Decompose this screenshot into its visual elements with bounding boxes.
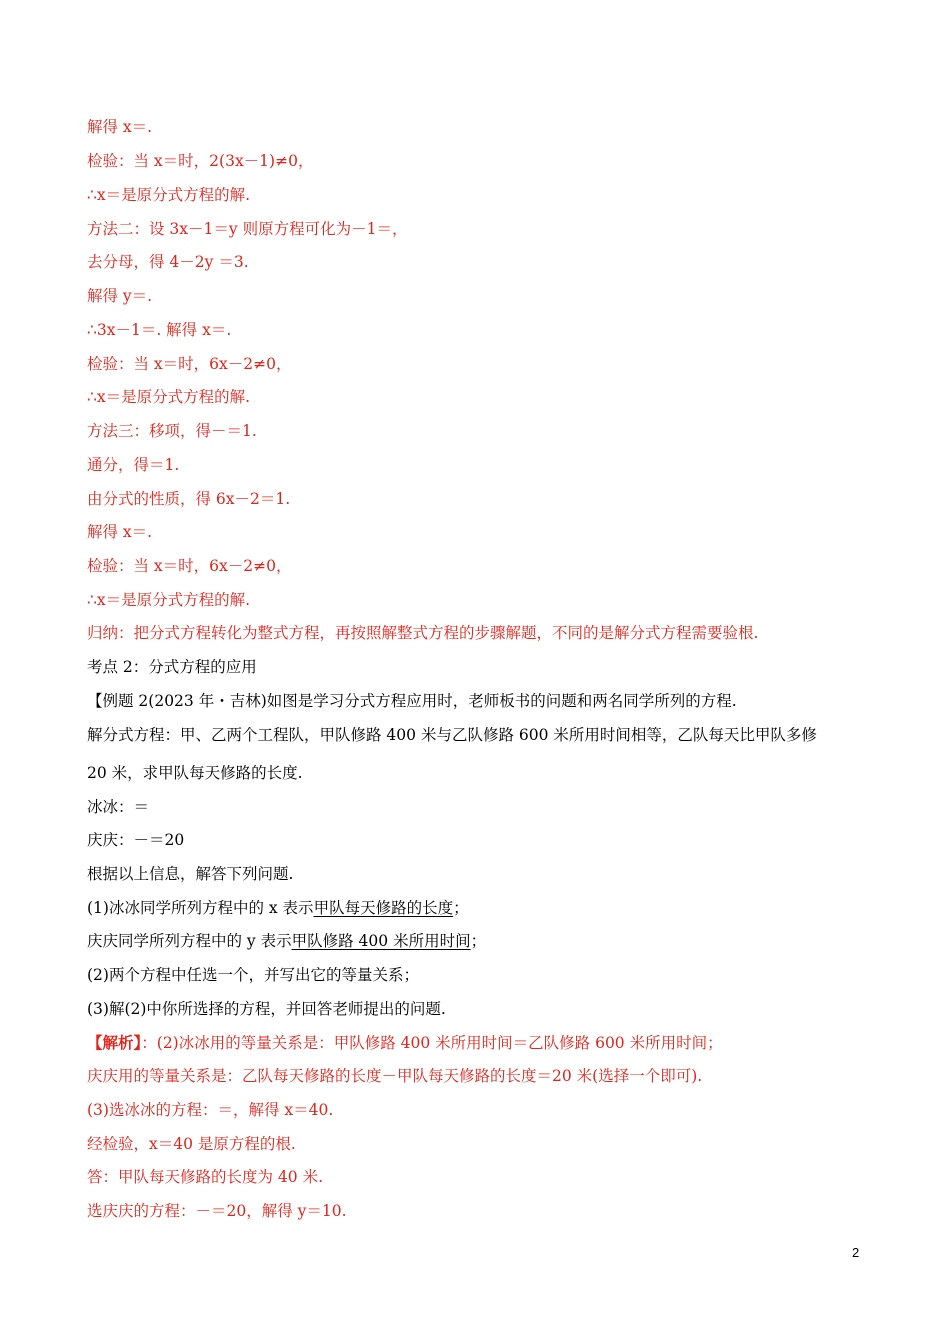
text-segment: 庆庆：－＝20 — [87, 831, 185, 849]
text-segment: (3)解(2)中你所选择的方程，并回答老师提出的问题. — [87, 1000, 446, 1018]
text-line — [87, 1200, 347, 1222]
text-line — [87, 488, 290, 510]
equation-line — [87, 829, 184, 851]
text-line — [87, 454, 179, 476]
text-segment: 解得 x＝. — [87, 118, 153, 136]
analysis-line — [87, 1032, 723, 1054]
text-line — [87, 420, 257, 442]
text-segment: 解分式方程：甲、乙两个工程队，甲队修路 400 米与乙队修路 600 米所用时间相等，乙队每天比甲队多修 — [87, 726, 817, 744]
summary-line — [87, 622, 758, 644]
text-segment: 去分母，得 4－2y ＝3. — [87, 253, 249, 271]
text-line — [87, 319, 231, 341]
text-segment: 由分式的性质，得 6x－2＝1. — [87, 490, 291, 508]
text-line — [87, 353, 291, 375]
text-segment: 检验：当 x＝时，2(3x－1)≠0， — [87, 152, 314, 170]
question-text — [87, 863, 293, 885]
text-segment: 检验：当 x＝时，6x－2≠0， — [87, 557, 292, 575]
text-segment: (3)选冰冰的方程：＝，解得 x＝40. — [87, 1101, 334, 1119]
text-segment: ∴3x－1＝. 解得 x＝. — [87, 321, 232, 339]
text-segment: (2)两个方程中任选一个，并写出它的等量关系； — [87, 966, 419, 984]
text-segment: 庆庆用的等量关系是：乙队每天修路的长度－甲队每天修路的长度＝20 米(选择一个即可). — [87, 1067, 703, 1085]
text-line — [87, 285, 152, 307]
text-line — [87, 386, 250, 408]
analysis-label: 【解析】 — [87, 1033, 142, 1052]
text-segment: 解得 x＝. — [87, 523, 153, 541]
answer-underline: 甲队每天修路的长度 — [313, 899, 454, 917]
text-segment: 选庆庆的方程：－＝20，解得 y＝10. — [87, 1202, 347, 1220]
equation-line — [87, 796, 149, 818]
text-line — [87, 1133, 296, 1155]
text-segment: ：(2)冰冰用的等量关系是：甲队修路 400 米所用时间＝乙队修路 600 米所用时间； — [141, 1034, 723, 1052]
text-line — [87, 150, 313, 172]
text-segment: 冰冰：＝ — [87, 798, 150, 816]
example-title — [87, 690, 737, 712]
text-segment: 归纳：把分式方程转化为整式方程，再按照解整式方程的步骤解题，不同的是解分式方程需要验根. — [87, 624, 759, 642]
section-heading — [87, 656, 257, 678]
text-segment: 解得 y＝. — [87, 287, 153, 305]
question-text — [87, 897, 469, 919]
text-segment: 20 米，求甲队每天修路的长度. — [87, 764, 303, 782]
problem-text — [87, 724, 817, 746]
question-text — [87, 930, 486, 952]
text-segment: 经检验，x＝40 是原方程的根. — [87, 1135, 296, 1153]
text-segment: 方法三：移项，得－＝1. — [87, 422, 257, 440]
page-number: 2 — [852, 1245, 860, 1260]
text-segment: ∴x＝是原分式方程的解. — [87, 388, 251, 406]
text-line — [87, 555, 291, 577]
text-line — [87, 218, 407, 240]
text-segment: ； — [470, 932, 487, 950]
text-segment: 庆庆同学所列方程中的 y 表示 — [87, 932, 292, 950]
text-segment: 【例题 2(2023 年・吉林)如图是学习分式方程应用时，老师板书的问题和两名同学所列的方程. — [87, 692, 737, 710]
text-segment: 通分，得＝1. — [87, 456, 180, 474]
text-line — [87, 116, 152, 138]
text-line — [87, 1065, 702, 1087]
answer-underline: 甲队修路 400 米所用时间 — [291, 932, 471, 950]
text-segment: ∴x＝是原分式方程的解. — [87, 186, 251, 204]
text-segment: 检验：当 x＝时，6x－2≠0， — [87, 355, 292, 373]
text-segment: 根据以上信息，解答下列问题. — [87, 865, 294, 883]
text-line — [87, 521, 152, 543]
text-line — [87, 251, 249, 273]
text-segment: 方法二：设 3x－1＝y 则原方程可化为－1＝， — [87, 220, 408, 238]
question-text — [87, 998, 446, 1020]
text-segment: (1)冰冰同学所列方程中的 x 表示 — [87, 899, 314, 917]
question-text — [87, 964, 419, 986]
text-segment: 答：甲队每天修路的长度为 40 米. — [87, 1168, 324, 1186]
text-segment: 考点 2：分式方程的应用 — [87, 658, 257, 676]
problem-text — [87, 762, 303, 784]
text-line — [87, 1166, 323, 1188]
text-line — [87, 1099, 333, 1121]
text-segment: ∴x＝是原分式方程的解. — [87, 591, 251, 609]
text-line — [87, 184, 250, 206]
text-segment: ； — [453, 899, 469, 917]
text-line — [87, 589, 250, 611]
